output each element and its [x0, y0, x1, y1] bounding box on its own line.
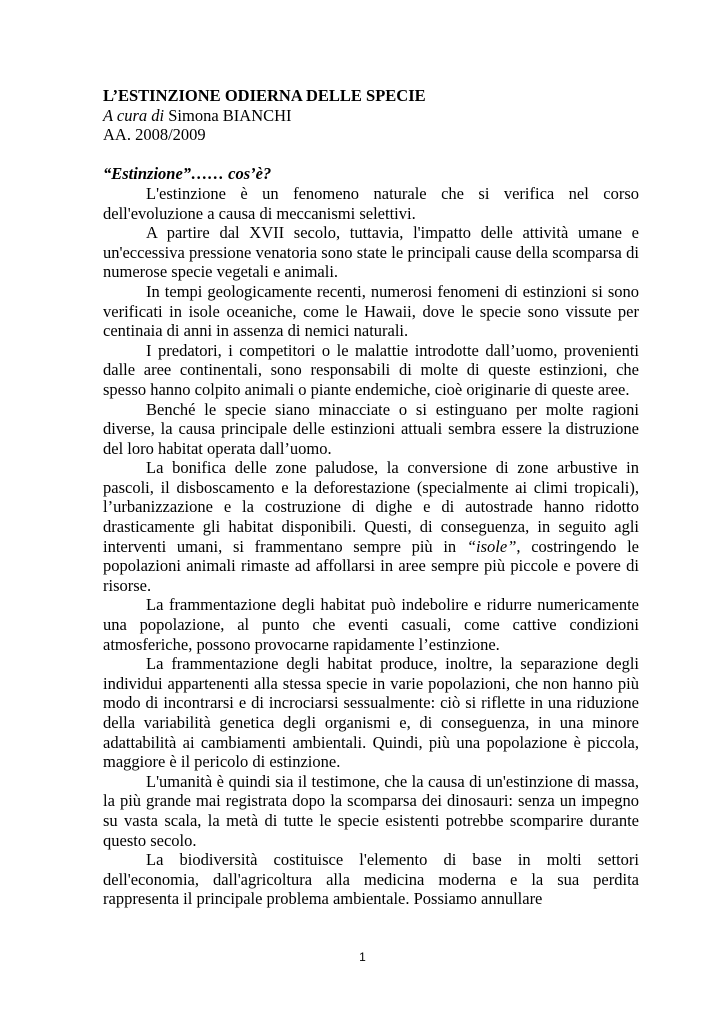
paragraph: Benché le specie siano minacciate o si estinguano per molte ragioni diverse, la causa principale delle estinzioni attuali sembra essere la distruzione del loro habitat operata dall’uomo. [103, 399, 639, 458]
paragraph-habitat [103, 458, 639, 595]
section-title: “Estinzione”…… cos’è? [103, 164, 272, 184]
paragraph: La frammentazione degli habitat produce, inoltre, la separazione degli individui appartenenti alla stessa specie in varie popolazioni, che non hanno più modo di incontrarsi e di incrociarsi sessualmente: ciò si riflette in una riduzione della variabilità genetica degli organismi e, di conseguenza, in una minore adattabilità ai cambiamenti ambientali. Quindi, più una popolazione è piccola, maggiore è il pericolo di estinzione. [103, 654, 639, 772]
paragraph: La frammentazione degli habitat può indebolire e ridurre numericamente una popolazione, al punto che eventi casuali, come cattive condizioni atmosferiche, possono provocarne rapidamente l’estinzione. [103, 595, 639, 654]
paragraph: L'umanità è quindi sia il testimone, che la causa di un'estinzione di massa, la più grande mai registrata dopo la scomparsa dei dinosauri: senza un impegno su vasta scala, la metà di tutte le specie esistenti potrebbe scomparire durante questo secolo. [103, 771, 639, 850]
curator-line [103, 106, 639, 126]
paragraph-text: La bonifica delle zone paludose, la conversione di zone arbustive in pascoli, il disboscamento e la deforestazione (specialmente ai climi tropicali), l’urbanizzazione e la costruzione di dighe e di autostrade hanno ridotto drasticamente gli habitat disponibili. Questi, di conseguenza, in seguito agli interventi umani, si frammentano sempre più in [103, 458, 639, 556]
academic-year: AA. 2008/2009 [103, 125, 206, 145]
paragraph-text: , costringendo le popolazioni animali rimaste ad affollarsi in aree sempre più piccole e povere di risorse. [103, 536, 640, 595]
document-page [103, 86, 639, 909]
emphasis-isole: “isole” [466, 536, 517, 556]
paragraph: A partire dal XVII secolo, tuttavia, l'impatto delle attività umane e un'eccessiva pressione venatoria sono state le principali cause della scomparsa di numerose specie vegetali e animali. [103, 223, 639, 282]
curator-name: Simona BIANCHI [168, 105, 292, 125]
document-title: L’ESTINZIONE ODIERNA DELLE SPECIE [103, 86, 426, 105]
page-number: 1 [359, 950, 366, 964]
paragraph: La biodiversità costituisce l'elemento di base in molti settori dell'economia, dall'agricoltura alla medicina moderna e la sua perdita rappresenta il principale problema ambientale. Possiamo annullare [103, 850, 639, 909]
curator-prefix: A cura di [103, 105, 165, 125]
paragraph: I predatori, i competitori o le malattie introdotte dall’uomo, provenienti dalle aree continentali, sono responsabili di molte di queste estinzioni, che spesso hanno colpito animali o piante endemiche, cioè originarie di queste aree. [103, 340, 639, 399]
paragraph: In tempi geologicamente recenti, numerosi fenomeni di estinzioni si sono verificati in isole oceaniche, come le Hawaii, dove le specie sono vissute per centinaia di anni in assenza di nemici naturali. [103, 281, 639, 341]
paragraph: L'estinzione è un fenomeno naturale che si verifica nel corso dell'evoluzione a causa di meccanismi selettivi. [103, 183, 639, 223]
